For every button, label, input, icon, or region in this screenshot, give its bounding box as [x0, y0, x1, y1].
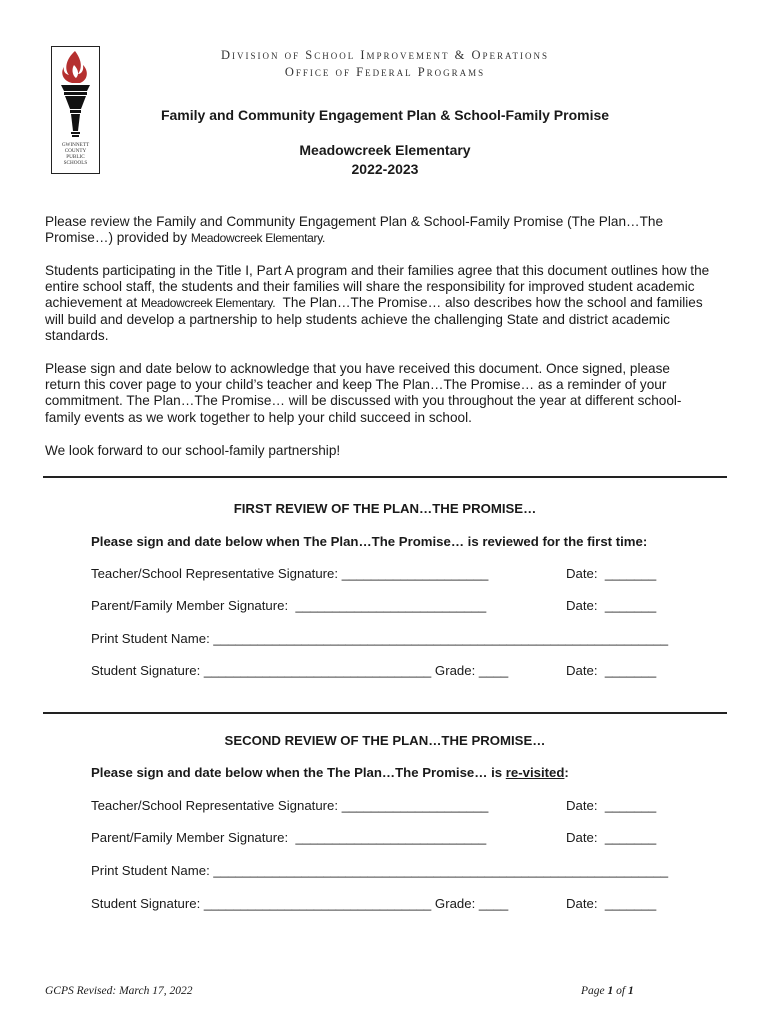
student-signature-field[interactable]: Student Signature: _______________________________ Grade: ____ — [91, 663, 509, 678]
school-year: 2022-2023 — [351, 161, 419, 177]
logo-text: GWINNETT — [61, 142, 90, 148]
svg-text:PUBLIC: PUBLIC — [66, 154, 85, 160]
title-one-paragraph — [45, 263, 735, 344]
closing-line: We look forward to our school-family partnership! — [45, 443, 341, 458]
page-number — [581, 985, 634, 997]
para-line: standards. — [45, 327, 109, 343]
date-field[interactable]: Date: _______ — [566, 598, 657, 613]
para-line — [45, 295, 735, 311]
teacher-signature-field[interactable]: Teacher/School Representative Signature: ____________________ — [91, 798, 489, 813]
date-field[interactable]: Date: _______ — [566, 663, 657, 678]
school-name: Meadowcreek Elementary — [299, 142, 471, 158]
para-line: commitment. The Plan…The Promise… will be discussed with you throughout the year at different school- — [45, 393, 682, 409]
svg-text:COUNTY: COUNTY — [64, 148, 87, 154]
svg-text:SCHOOLS: SCHOOLS — [63, 160, 88, 166]
student-signature-field[interactable]: Student Signature: _______________________________ Grade: ____ — [91, 896, 509, 911]
page-total: 1 — [627, 985, 634, 997]
teacher-signature-field[interactable]: Teacher/School Representative Signature: ____________________ — [91, 566, 489, 581]
date-field[interactable]: Date: _______ — [566, 566, 657, 581]
office-heading: Office of Federal Programs — [284, 65, 486, 79]
revision-note: GCPS Revised: March 17, 2022 — [45, 985, 193, 997]
date-field[interactable]: Date: _______ — [566, 798, 657, 813]
division-heading: Division of School Improvement & Operations — [220, 48, 550, 62]
para-line: Students participating in the Title I, Part A program and their families agree that this document outlines how the — [45, 263, 710, 278]
parent-signature-field[interactable]: Parent/Family Member Signature: __________________________ — [91, 598, 487, 613]
revisited-underlined: re-visited — [505, 765, 565, 780]
para-line: Please review the Family and Community Engagement Plan & School-Family Promise (The Plan…The — [45, 214, 664, 229]
date-field[interactable]: Date: _______ — [566, 830, 657, 845]
para-text: The Plan…The Promise… also describes how the school and families — [275, 295, 703, 311]
parent-signature-field[interactable]: Parent/Family Member Signature: __________________________ — [91, 830, 487, 845]
para-line: will build and develop a partnership to help students achieve the challenging State and district academic — [45, 311, 670, 327]
instruction-text: Please sign and date below when the The Plan…The Promise… is — [91, 765, 506, 780]
para-text: Promise…) provided by — [45, 230, 191, 246]
school-inline: Meadowcreek Elementary. — [190, 231, 326, 246]
intro-paragraph — [45, 214, 735, 246]
first-review-heading: FIRST REVIEW OF THE PLAN…THE PROMISE… — [233, 501, 537, 516]
divider — [43, 712, 727, 714]
second-review-instruction — [91, 765, 569, 780]
page-text: Page — [581, 985, 608, 997]
document-title: Family and Community Engagement Plan & School-Family Promise — [160, 107, 610, 123]
second-review-heading: SECOND REVIEW OF THE PLAN…THE PROMISE… — [224, 733, 546, 748]
para-line: Please sign and date below to acknowledge that you have received this document. Once signed, please — [45, 361, 670, 376]
divider — [43, 476, 727, 478]
date-field[interactable]: Date: _______ — [566, 896, 657, 911]
para-line — [45, 230, 735, 246]
sign-instructions-paragraph — [45, 361, 735, 426]
para-line: entire school staff, the students and their families will share the responsibility for improved student academic — [45, 279, 695, 295]
para-text: achievement at — [45, 295, 141, 311]
print-student-name-field[interactable]: Print Student Name: ______________________________________________________________ — [91, 863, 669, 878]
page-current: 1 — [607, 985, 614, 997]
first-review-instruction: Please sign and date below when The Plan…The Promise… is reviewed for the first time: — [91, 534, 648, 549]
page-text: of — [613, 985, 628, 997]
para-line: family events as we work together to help your child succeed in school. — [45, 409, 472, 425]
para-line: return this cover page to your child’s teacher and keep The Plan…The Promise… as a reminder of your — [45, 377, 667, 393]
instruction-text: : — [564, 765, 569, 780]
print-student-name-field[interactable]: Print Student Name: ______________________________________________________________ — [91, 631, 669, 646]
school-inline: Meadowcreek Elementary. — [140, 296, 276, 311]
